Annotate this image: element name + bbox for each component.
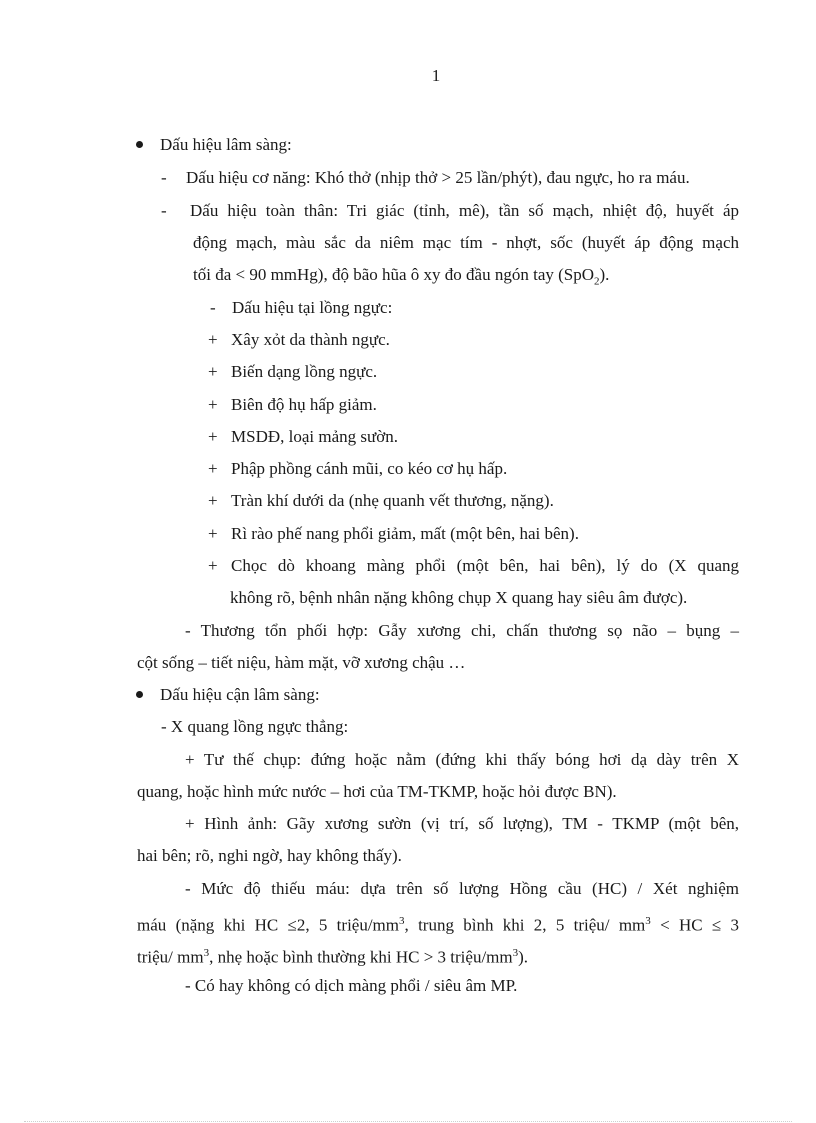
plus-marker: + [208,491,218,510]
chest-item: MSDĐ, loại mảng sườn. [231,427,398,446]
bullet-icon [136,691,143,698]
plus-marker: + [208,556,218,575]
anemia-line-1: - Mức độ thiếu máu: dựa trên số lượng Hồng cầu (HC) / Xét nghiệm [185,879,739,898]
chest-item: Tràn khí dưới da (nhẹ quanh vết thương, nặng). [231,491,554,510]
page-number: 1 [431,66,441,85]
plus-marker: + [208,524,218,543]
systemic-signs-line-2: động mạch, màu sắc da niêm mạc tím - nhợt, sốc (huyết áp động mạch [193,233,739,252]
systemic-signs-line-3: tối đa < 90 mmHg), độ bão hũa ô xy đo đầu ngón tay (SpO$_2$). [193,265,610,288]
xray-posture-line-1: + Tư thế chụp: đứng hoặc nằm (đứng khi thấy bóng hơi dạ dày trên X [185,750,739,769]
plus-marker: + [208,330,218,349]
anemia-line-2: máu (nặng khi HC ≤2, 5 triệu/$mm^3$, trung bình khi 2, 5 triệu/ $mm^3$ < HC ≤ 3 [137,915,739,935]
paraclinical-heading: Dấu hiệu cận lâm sàng: [160,685,320,704]
chest-item: Phập phồng cánh mũi, co kéo cơ hụ hấp. [231,459,508,478]
anemia-line-3: triệu/ $mm^3$, nhẹ hoặc bình thường khi HC > 3 triệu/$mm^3$). [137,947,529,967]
xray-heading: - X quang lồng ngực thẳng: [161,717,349,736]
chest-item: Rì rào phế nang phổi giảm, mất (một bên, hai bên). [231,524,579,543]
dash-marker: - [210,298,216,317]
chest-signs-heading: Dấu hiệu tại lồng ngực: [232,298,393,317]
xray-posture-line-2: quang, hoặc hình mức nước – hơi của TM-TKMP, hoặc hỏi được BN). [137,782,617,801]
plus-marker: + [208,427,218,446]
clinical-heading: Dấu hiệu lâm sàng: [160,135,292,154]
dash-marker: - [161,168,167,187]
xray-image-line-2: hai bên; rõ, nghi ngờ, hay không thấy). [137,846,402,865]
chest-item: Biến dạng lồng ngực. [231,362,378,381]
plus-marker: + [208,459,218,478]
combined-injuries-line-1: - Thương tổn phối hợp: Gẫy xương chi, chấn thương sọ não – bụng – [185,621,739,640]
plus-marker: + [208,362,218,381]
chest-item-continued: không rõ, bệnh nhân nặng không chụp X quang hay siêu âm được). [230,588,688,607]
pleural-effusion-line: - Có hay không có dịch màng phổi / siêu âm MP. [185,976,518,995]
systemic-signs-line-1: Dấu hiệu toàn thân: Tri giác (tỉnh, mê), tần số mạch, nhiệt độ, huyết áp [190,201,739,220]
chest-item: Chọc dò khoang màng phổi (một bên, hai bên), lý do (X quang [231,556,739,575]
dash-marker: - [161,201,167,220]
functional-signs: Dấu hiệu cơ năng: Khó thở (nhịp thở > 25 lần/phýt), đau ngực, ho ra máu. [186,168,690,187]
bullet-icon [136,141,143,148]
page-bottom-divider [24,1121,792,1122]
chest-item: Xây xỏt da thành ngực. [231,330,390,349]
chest-item: Biên độ hụ hấp giảm. [231,395,377,414]
combined-injuries-line-2: cột sống – tiết niệu, hàm mặt, vỡ xương chậu … [137,653,466,672]
plus-marker: + [208,395,218,414]
xray-image-line-1: + Hình ảnh: Gãy xương sườn (vị trí, số lượng), TM - TKMP (một bên, [185,814,739,833]
